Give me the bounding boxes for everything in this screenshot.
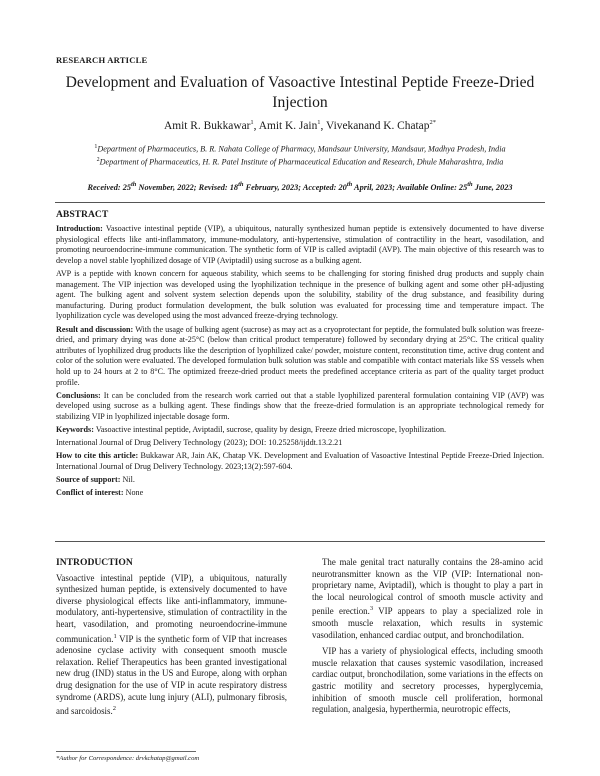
article-title: Development and Evaluation of Vasoactive Intestinal Peptide Freeze-Dried Injection [65, 74, 535, 111]
author-affiliation-mark: 1 [317, 119, 321, 126]
publication-dates: Received: 25th November, 2022; Revised: 18th February, 2023; Accepted: 20th April, 2023; Available Online: 25th June, 2023 [87, 181, 513, 192]
footnote-divider [56, 751, 196, 752]
journal-doi-line: International Journal of Drug Delivery Technology (2023); DOI: 10.25258/ijddt.13.2.21 [56, 438, 343, 448]
introduction-heading: INTRODUCTION [56, 557, 133, 568]
author-name: Vivekanand K. Chatap [326, 119, 430, 132]
abstract-keywords: Keywords: Vasoactive intestinal peptide, Aviptadil, sucrose, quality by design, Freeze dried microscope, lyophilization. [56, 425, 447, 435]
author-list: Amit R. Bukkawar$^1$, Amit K. Jain$^1$, Vivekanand K. Chatap$^{2*}$ [164, 119, 436, 132]
article-type-label: RESEARCH ARTICLE [56, 55, 148, 65]
body-column-right [312, 557, 543, 721]
correspondence-footnote: *Author for Correspondence: drvkchatap@gmail.com [56, 755, 200, 762]
affiliation-list [56, 142, 544, 168]
abstract-heading: ABSTRACT [56, 209, 109, 220]
body-paragraph: The male genital tract naturally contains the 28-amino acid neurotransmitter known as the VIP (VIP: International non-proprietary name, Aviptadil), which is thought to play a part in the local neurological control of smooth muscle activity and penile erection.$^3$ VIP appears to play a specialized role in smooth muscle relaxation, which results in systemic vasodilation, enhanced cardiac output, and bronchodilation. [312, 557, 543, 640]
abstract-body [56, 224, 544, 502]
author-name: Amit K. Jain [258, 119, 318, 132]
abstract-conclusions: Conclusions: It can be concluded from the research work carried out that a stable lyophilized parenteral formulation containing VIP (AVP) was developed using sucrose as a bulking agent. These findings show that the freeze-dried formulation is an appropriate technological remedy for stabilizing VIP in lyophilized injectable dosage form. [56, 390, 545, 421]
affiliation: $^1$Department of Pharmaceutics, B. R. Nahata College of Pharmacy, Mandsaur University, Mandsaur, Madhya Pradesh, India [94, 144, 506, 154]
abstract-introduction: Introduction: Vasoactive intestinal peptide (VIP), a ubiquitous, naturally synthesized human peptide is extensively documented to have diverse physiological effects like anti-inflammatory, immune-modulatory, anti-hypertensive, stimulation of contractility in the heart, vasodilation, and promoting neuroendocrine-immune communication. The synthetic form of VIP is called aviptadil (AVP). The main objective of this research was to develop a novel stable lyophilized dosage of VIP (Aviptadil) using sucrose as a bulking agent. [56, 224, 544, 265]
body-paragraph: Vasoactive intestinal peptide (VIP), a ubiquitous, naturally synthesized human peptide, is extensively documented to have diverse physiological effects like anti-inflammatory, immune-modulatory, anti-hypertensive, stimulation of contractility in the heart, vasodilation, and promoting neuroendocrine-immune communication.$^1$ VIP is the synthetic form of VIP that increases adenosine cyclase activity with consequent smooth muscle relaxation. Relief Therapeutics has been granted investigational new drug (IND) status in the US and Europe, along with orphan drug designation for the use of VIP in acute respiratory distress syndrome (ARDS), acute lung injury (ALI), pulmonary fibrosis, and sarcoidosis.$^2$ [56, 572, 287, 717]
abstract-results: Result and discussion: With the usage of bulking agent (sucrose) as may act as a cryoprotectant for peptide, the formulated bulk solution was freeze-dried, and primary drying was done at-25°C (below than critical product temperature) followed by secondary drying at 25°C. The critical quality attributes of lyophilized drug products like the description of lyophilized cake/ powder, moisture content, reconstitution time, active drug content and color of the solution were evaluated. The developed formulation bulk solution was stable and compatible with contact materials like SS vessels when hold up to 24 hours at 2 to 8°C. The optimized freeze-dried product meets the predefined acceptance criteria as part of the quality target product profile. [56, 324, 544, 387]
affiliation: $^2$Department of Pharmaceutics, H. R. Patel Institute of Pharmaceutical Education and Research, Dhule Maharashtra, India [96, 156, 504, 167]
citation: How to cite this article: Bukkawar AR, Jain AK, Chatap VK. Development and Evaluation of Vasoactive Intestinal Peptide Freeze-Dried Injection. International Journal of Drug Delivery Technology. 2023;13(2):597-604. [56, 451, 545, 472]
body-column-left [56, 557, 287, 723]
author-affiliation-mark: 2* [429, 119, 436, 126]
source-of-support: Source of support: Nil. [56, 475, 135, 485]
conflict-of-interest: Conflict of interest: None [56, 488, 144, 498]
abstract-paragraph: AVP is a peptide with known concern for aqueous stability, which seems to be challenging for storing finished drug products and supply chain management. The VIP injection was developed using the lyophilization technique in the presence of bulking agent and some other pH-adjusting agent. The bulking agent and solvent system selection depends upon the solubility, stability of the drug substance, and feasibility during manufacturing. During product formulation development, the bulk solution was evaluated for processing time and temperature impact. The lyophilization cycle was developed using the most advanced freeze-drying technology. [56, 268, 544, 321]
body-paragraph: VIP has a variety of physiological effects, including smooth muscle relaxation that causes systemic vasodilation, increased cardiac output, bronchodilation, some variations in the effects on gastric motility and secretory processes, hyperglycemia, inhibition of smooth muscle cell proliferation, hormonal regulation, analgesia, hyperthermia, neurotropic effects, [312, 646, 543, 715]
author-affiliation-mark: 1 [250, 119, 254, 126]
author-name: Amit R. Bukkawar [164, 119, 251, 132]
